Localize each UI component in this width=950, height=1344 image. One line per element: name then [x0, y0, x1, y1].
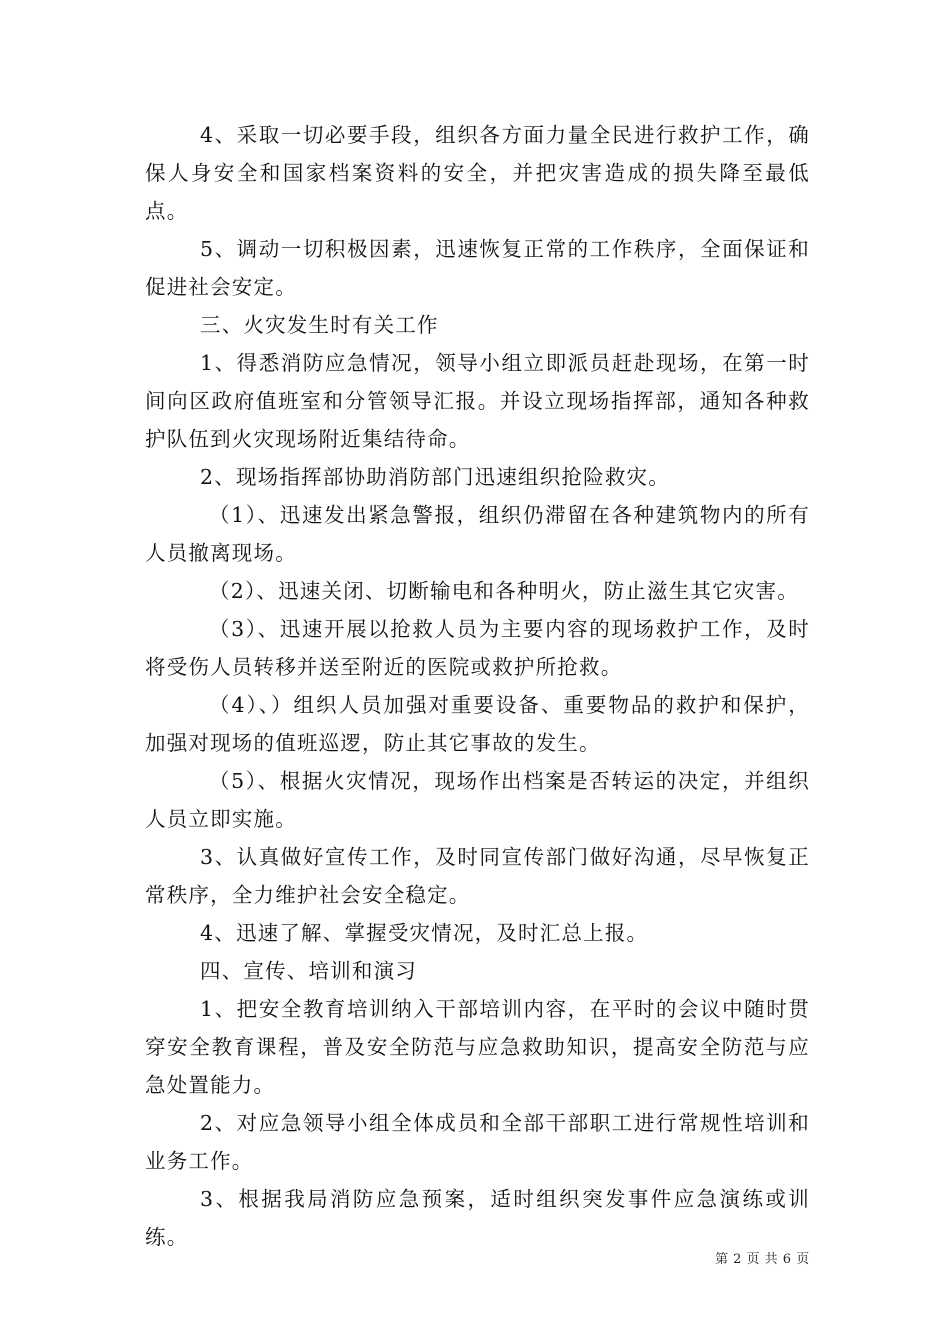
paragraph-fire-item-4: 4、迅速了解、掌握受灾情况，及时汇总上报。: [200, 921, 649, 945]
page-number-footer: 第 2 页 共 6 页: [715, 1252, 810, 1267]
sub-item-2: （2）、迅速关闭、切断输电和各种明火，防止滋生其它灾害。: [209, 579, 799, 603]
paragraph-item-4-rescue: 4、采取一切必要手段，组织各方面力量全民进行救护工作，确保人身安全和国家档案资料的安全，并把灾害造成的损失降至最低点。: [145, 123, 810, 223]
paragraph-training-item-1: 1、把安全教育培训纳入干部培训内容，在平时的会议中随时贯穿安全教育课程，普及安全防范与应急救助知识，提高安全防范与应急处置能力。: [145, 997, 810, 1097]
paragraph-fire-item-1: 1、得悉消防应急情况，领导小组立即派员赶赴现场，在第一时间向区政府值班室和分管领导汇报。并设立现场指挥部，通知各种救护队伍到火灾现场附近集结待命。: [145, 351, 810, 451]
sub-item-5: （5）、根据火灾情况，现场作出档案是否转运的决定，并组织人员立即实施。: [145, 769, 810, 831]
sub-item-4: （4）、）组织人员加强对重要设备、重要物品的救护和保护，加强对现场的值班巡逻，防止其它事故的发生。: [145, 693, 810, 755]
section-heading-training: 四、宣传、培训和演习: [200, 959, 417, 983]
section-heading-fire-work: 三、火灾发生时有关工作: [200, 313, 439, 337]
sub-item-3: （3）、迅速开展以抢救人员为主要内容的现场救护工作，及时将受伤人员转移并送至附近的医院或救护所抢救。: [145, 617, 810, 679]
document-body: [145, 116, 810, 1256]
sub-item-1: （1）、迅速发出紧急警报，组织仍滞留在各种建筑物内的所有人员撤离现场。: [145, 503, 810, 565]
paragraph-item-5-order: 5、调动一切积极因素，迅速恢复正常的工作秩序，全面保证和促进社会安定。: [145, 237, 810, 299]
paragraph-training-item-3: 3、根据我局消防应急预案，适时组织突发事件应急演练或训练。: [145, 1187, 810, 1249]
paragraph-training-item-2: 2、对应急领导小组全体成员和全部干部职工进行常规性培训和业务工作。: [145, 1111, 810, 1173]
paragraph-fire-item-3: 3、认真做好宣传工作，及时同宣传部门做好沟通，尽早恢复正常秩序，全力维护社会安全稳定。: [145, 845, 810, 907]
paragraph-fire-item-2: 2、现场指挥部协助消防部门迅速组织抢险救灾。: [200, 465, 670, 489]
